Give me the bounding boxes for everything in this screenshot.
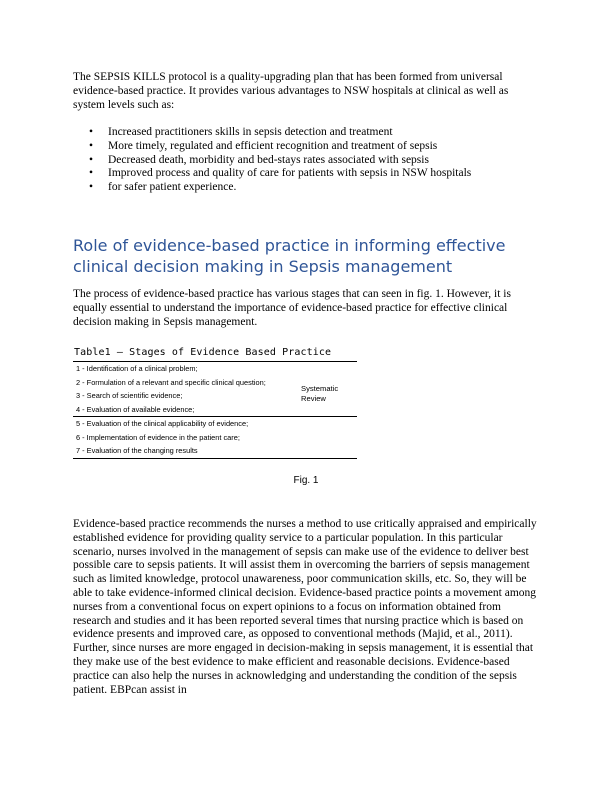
table-rule-bottom — [73, 458, 357, 459]
table-row: 2 - Formulation of a relevant and specific clinical question; — [76, 377, 266, 387]
figure-caption: Fig. 1 — [293, 475, 319, 486]
table-row: 4 - Evaluation of available evidence; — [76, 404, 195, 414]
table-row: 5 - Evaluation of the clinical applicability of evidence; — [76, 419, 249, 428]
systematic-review-label — [301, 384, 338, 403]
list-item: • Improved process and quality of care for patients with sepsis in NSW hospitals — [73, 167, 471, 181]
table-title: Table1 – Stages of Evidence Based Practice — [74, 347, 332, 358]
intro-paragraph: The SEPSIS KILLS protocol is a quality-upgrading plan that has been formed from universal evidence-based practice. It provides various advantages to NSW hospitals at clinical as well as system levels such as: — [73, 71, 509, 111]
table-row: 6 - Implementation of evidence in the patient care; — [76, 432, 240, 442]
benefits-list — [73, 126, 471, 195]
section-heading: Role of evidence-based practice in informing effective clinical decision making in Sepsis management — [73, 236, 506, 276]
body-paragraph: The process of evidence-based practice has various stages that can seen in fig. 1. However, it is equally essential to understand the importance of evidence-based practice for effective clinical decision making in Sepsis management. — [73, 288, 511, 328]
list-item: • More timely, regulated and efficient recognition and treatment of sepsis — [73, 140, 471, 154]
list-item: • Decreased death, morbidity and bed-stays rates associated with sepsis — [73, 154, 471, 168]
group-label-line: Review — [301, 393, 326, 403]
table-row: 1 - Identification of a clinical problem; — [76, 364, 198, 373]
table-row: 3 - Search of scientific evidence; — [76, 391, 183, 400]
body-paragraph: Evidence-based practice recommends the nurses a method to use critically appraised and empirically established evidence for providing quality service to a particular population. In this particular scenario, nurses involved in the management of sepsis can make use of the evidence to deliver best possible care to sepsis patients. It will assist them in overcoming the barriers of sepsis management such as limited knowledge, protocol unawareness, poor communication skills, etc. So, they will be able to take evidence-informed clinical decision. Evidence-based practice points a movement among nurses from a conventional focus on expert opinions to a focus on information obtained from research and studies and it has been reported several times that nursing practice which is based on evidence presents and improved care, as opposed to conventional methods (Majid, et al., 2011). Further, since nurses are more engaged in decision-making in sepsis management, it is essential that they make use of the best evidence to make efficient and reasonable decisions. Evidence-based practice can also help the nurses in acknowledging and understanding the condition of the sepsis patient. EBPcan assist in — [73, 518, 537, 696]
list-item: • Increased practitioners skills in sepsis detection and treatment — [73, 126, 471, 140]
group-label-line: Systematic — [301, 384, 339, 393]
table-row: 7 - Evaluation of the changing results — [76, 446, 198, 455]
stages-table-figure — [73, 345, 357, 459]
list-item: • for safer patient experience. — [73, 181, 471, 195]
